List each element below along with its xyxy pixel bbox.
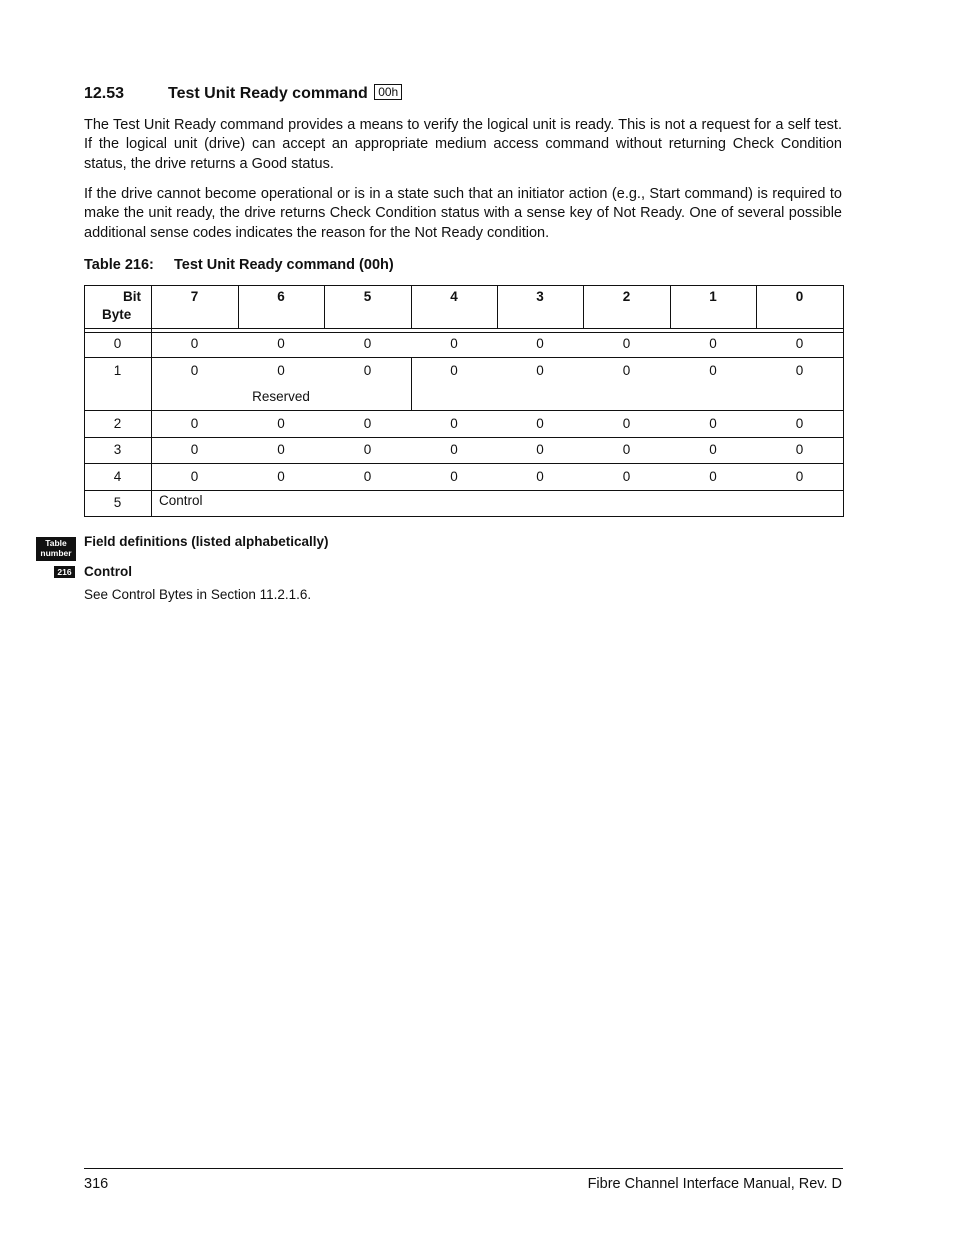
- table-number-tag: [36, 537, 76, 561]
- bit-header-1: 1: [709, 289, 717, 304]
- control-field-label: Control: [159, 493, 203, 508]
- bit-value: 0: [363, 336, 372, 351]
- row-divider: [84, 490, 844, 491]
- bit-value: 0: [536, 442, 544, 457]
- bit-value: 0: [709, 336, 717, 351]
- table-right-border: [843, 285, 844, 517]
- bit-header-2: 2: [622, 289, 631, 304]
- bit-header-7: 7: [190, 289, 199, 304]
- bit-header-0: 0: [795, 289, 804, 304]
- bit-value: 0: [450, 469, 458, 484]
- header-divider-upper: [84, 328, 844, 329]
- table-number-badge: 216: [54, 566, 75, 578]
- byte-number-5: 5: [113, 495, 122, 510]
- bit-value: 0: [622, 442, 631, 457]
- byte-number-4: 4: [113, 469, 122, 484]
- table-caption-title: Test Unit Ready command (00h): [174, 257, 394, 273]
- table-top-border: [84, 285, 844, 286]
- bit-value: 0: [363, 363, 372, 378]
- bit-value: 0: [795, 442, 804, 457]
- command-table: [84, 285, 844, 517]
- row-divider: [84, 463, 844, 464]
- footer-page-number: 316: [84, 1176, 109, 1192]
- bit-value: 0: [450, 442, 458, 457]
- bit-value: 0: [450, 336, 458, 351]
- table-tag-line2: number: [40, 548, 72, 558]
- row-divider: [84, 357, 844, 358]
- bit-value: 0: [277, 442, 285, 457]
- header-divider-lower: [84, 332, 844, 333]
- byte-number-3: 3: [113, 442, 122, 457]
- byte-number-2: 2: [113, 416, 122, 431]
- reserved-field-label: Reserved: [252, 389, 310, 404]
- bit-value: 0: [795, 336, 804, 351]
- field-description-control: See Control Bytes in Section 11.2.1.6.: [84, 587, 312, 602]
- opcode-box: 00h: [374, 84, 402, 100]
- bit-value: 0: [536, 336, 544, 351]
- bit-value: 0: [190, 469, 199, 484]
- byte-header: Byte: [102, 307, 132, 322]
- bit-value: 0: [363, 469, 372, 484]
- bit-value: 0: [277, 469, 285, 484]
- bit-value: 0: [363, 416, 372, 431]
- section-heading: [84, 84, 402, 103]
- field-definitions-title: Field definitions (listed alphabetically): [84, 534, 329, 549]
- bit-value: 0: [622, 469, 631, 484]
- table-caption: [84, 257, 394, 273]
- not-ready-paragraph: If the drive cannot become operational or is in a state such that an initiator action (e.g., Start command) is required to make the unit ready, the drive returns Check Condition status with a sense key of Not Ready. One of several possible additional sense codes indicates the reason for the Not Ready condition.: [84, 186, 842, 241]
- intro-paragraph: The Test Unit Ready command provides a means to verify the logical unit is ready. This is not a request for a self test. If the logical unit (drive) can accept an appropriate medium access command without returning Check Condition status, the drive returns a Good status.: [84, 117, 842, 172]
- bit-value: 0: [709, 363, 717, 378]
- bit-value: 0: [450, 363, 458, 378]
- bit-value: 0: [536, 416, 544, 431]
- field-name-control: Control: [84, 564, 132, 579]
- section-title: Test Unit Ready command: [168, 85, 368, 102]
- byte-number-1: 1: [113, 363, 122, 378]
- bit-value: 0: [622, 363, 631, 378]
- footer-document-title: Fibre Channel Interface Manual, Rev. D: [587, 1176, 842, 1192]
- bit-value: 0: [363, 442, 372, 457]
- bit-value: 0: [190, 442, 199, 457]
- bit-value: 0: [277, 416, 285, 431]
- row-divider: [84, 410, 844, 411]
- byte-number-0: 0: [113, 336, 122, 351]
- bit-value: 0: [622, 336, 631, 351]
- bit-header: Bit: [123, 289, 141, 304]
- bit-value: 0: [536, 469, 544, 484]
- footer-rule: [84, 1168, 843, 1169]
- bit-value: 0: [709, 442, 717, 457]
- bit-value: 0: [190, 336, 199, 351]
- bit-value: 0: [709, 416, 717, 431]
- bit-value: 0: [536, 363, 544, 378]
- bit-value: 0: [277, 363, 285, 378]
- table-caption-number: Table 216:: [84, 257, 154, 273]
- table-tag-line1: Table: [45, 538, 67, 548]
- bit-value: 0: [795, 469, 804, 484]
- bit-value: 0: [795, 363, 804, 378]
- bit-value: 0: [795, 416, 804, 431]
- bit-header-3: 3: [536, 289, 544, 304]
- bit-value: 0: [190, 416, 199, 431]
- bit-value: 0: [450, 416, 458, 431]
- table-bottom-border: [84, 516, 844, 517]
- bit-byte-header: [84, 289, 151, 322]
- section-number: 12.53: [84, 85, 125, 102]
- bit-value: 0: [622, 416, 631, 431]
- bit-value: 0: [190, 363, 199, 378]
- row-divider: [84, 437, 844, 438]
- bit-value: 0: [709, 469, 717, 484]
- bit-header-5: 5: [363, 289, 372, 304]
- bit-header-6: 6: [277, 289, 285, 304]
- bit-value: 0: [277, 336, 285, 351]
- bit-header-4: 4: [450, 289, 458, 304]
